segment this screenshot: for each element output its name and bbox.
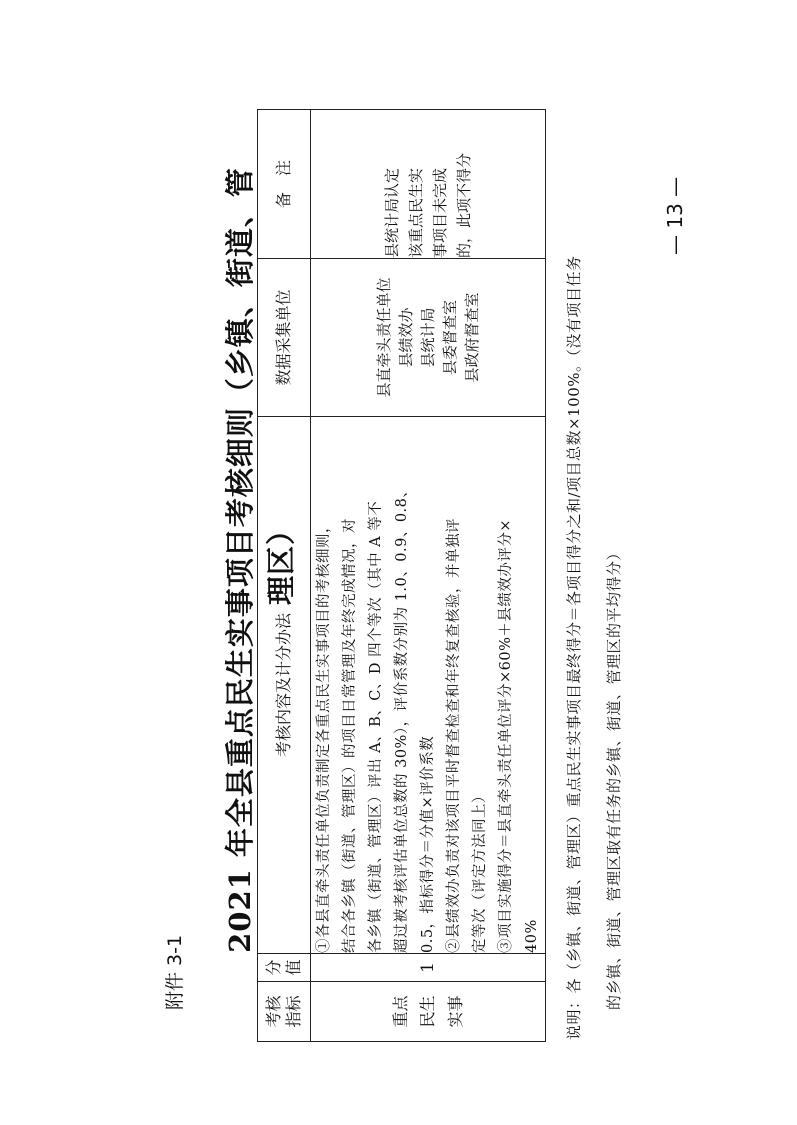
attachment-label: 附件 3-1 xyxy=(164,934,186,1010)
indicator-cell: 重点 民生 实事 xyxy=(311,982,546,1042)
header-content: 考核内容及计分办法 xyxy=(258,417,311,954)
table-header-row xyxy=(258,110,311,1042)
score-cell: 1 xyxy=(311,954,546,982)
header-notes: 备 注 xyxy=(258,110,311,259)
assessment-table xyxy=(257,109,546,1042)
header-units: 数据采集单位 xyxy=(258,259,311,417)
document-title: 2021 年全县重点民生实事项目考核细则（乡镇、街道、管理区） xyxy=(223,167,298,953)
footnote: 说明：各（乡镇、街道、管理区）重点民生实事项目最终得分＝各项目得分之和/项目总数×100%。（没有项目任务 的乡镇、街道、管理区取有任务的乡镇、街道、管理区的平均得分） xyxy=(565,255,623,1040)
units-cell: 县直牵头责任单位 县绩效办 县统计局 县委督查室 县政府督查室 xyxy=(311,259,546,417)
header-score: 分 值 xyxy=(258,954,311,982)
content-cell: ①各县直牵头责任单位负责制定各重点民生实事项目的考核细则， 结合各乡镇（街道、管理区）的项目日常管理及年终完成情况，对 各乡镇（街道、管理区）评出 A、B、C、D 四个等次（其中 A 等不 超过被考核评估单位总数的 30%），评价系数分别为 1.0、0.9、0.8、 0.5，指标得分＝分值×评价系数 ②县绩效办负责对该项目平时督查检查和年终复查核验，并单独评 定等次（评定方法同上） ③项目实施得分＝县直牵头责任单位评分×60%＋县绩效办评分× 40% xyxy=(311,417,546,954)
header-index: 考核 指标 xyxy=(258,982,311,1042)
page-number: — 13 — xyxy=(663,176,687,255)
notes-cell: 县统计局认定 该重点民生实 事项目未完成 的，此项不得分 xyxy=(311,110,546,259)
table-row xyxy=(311,110,546,1042)
